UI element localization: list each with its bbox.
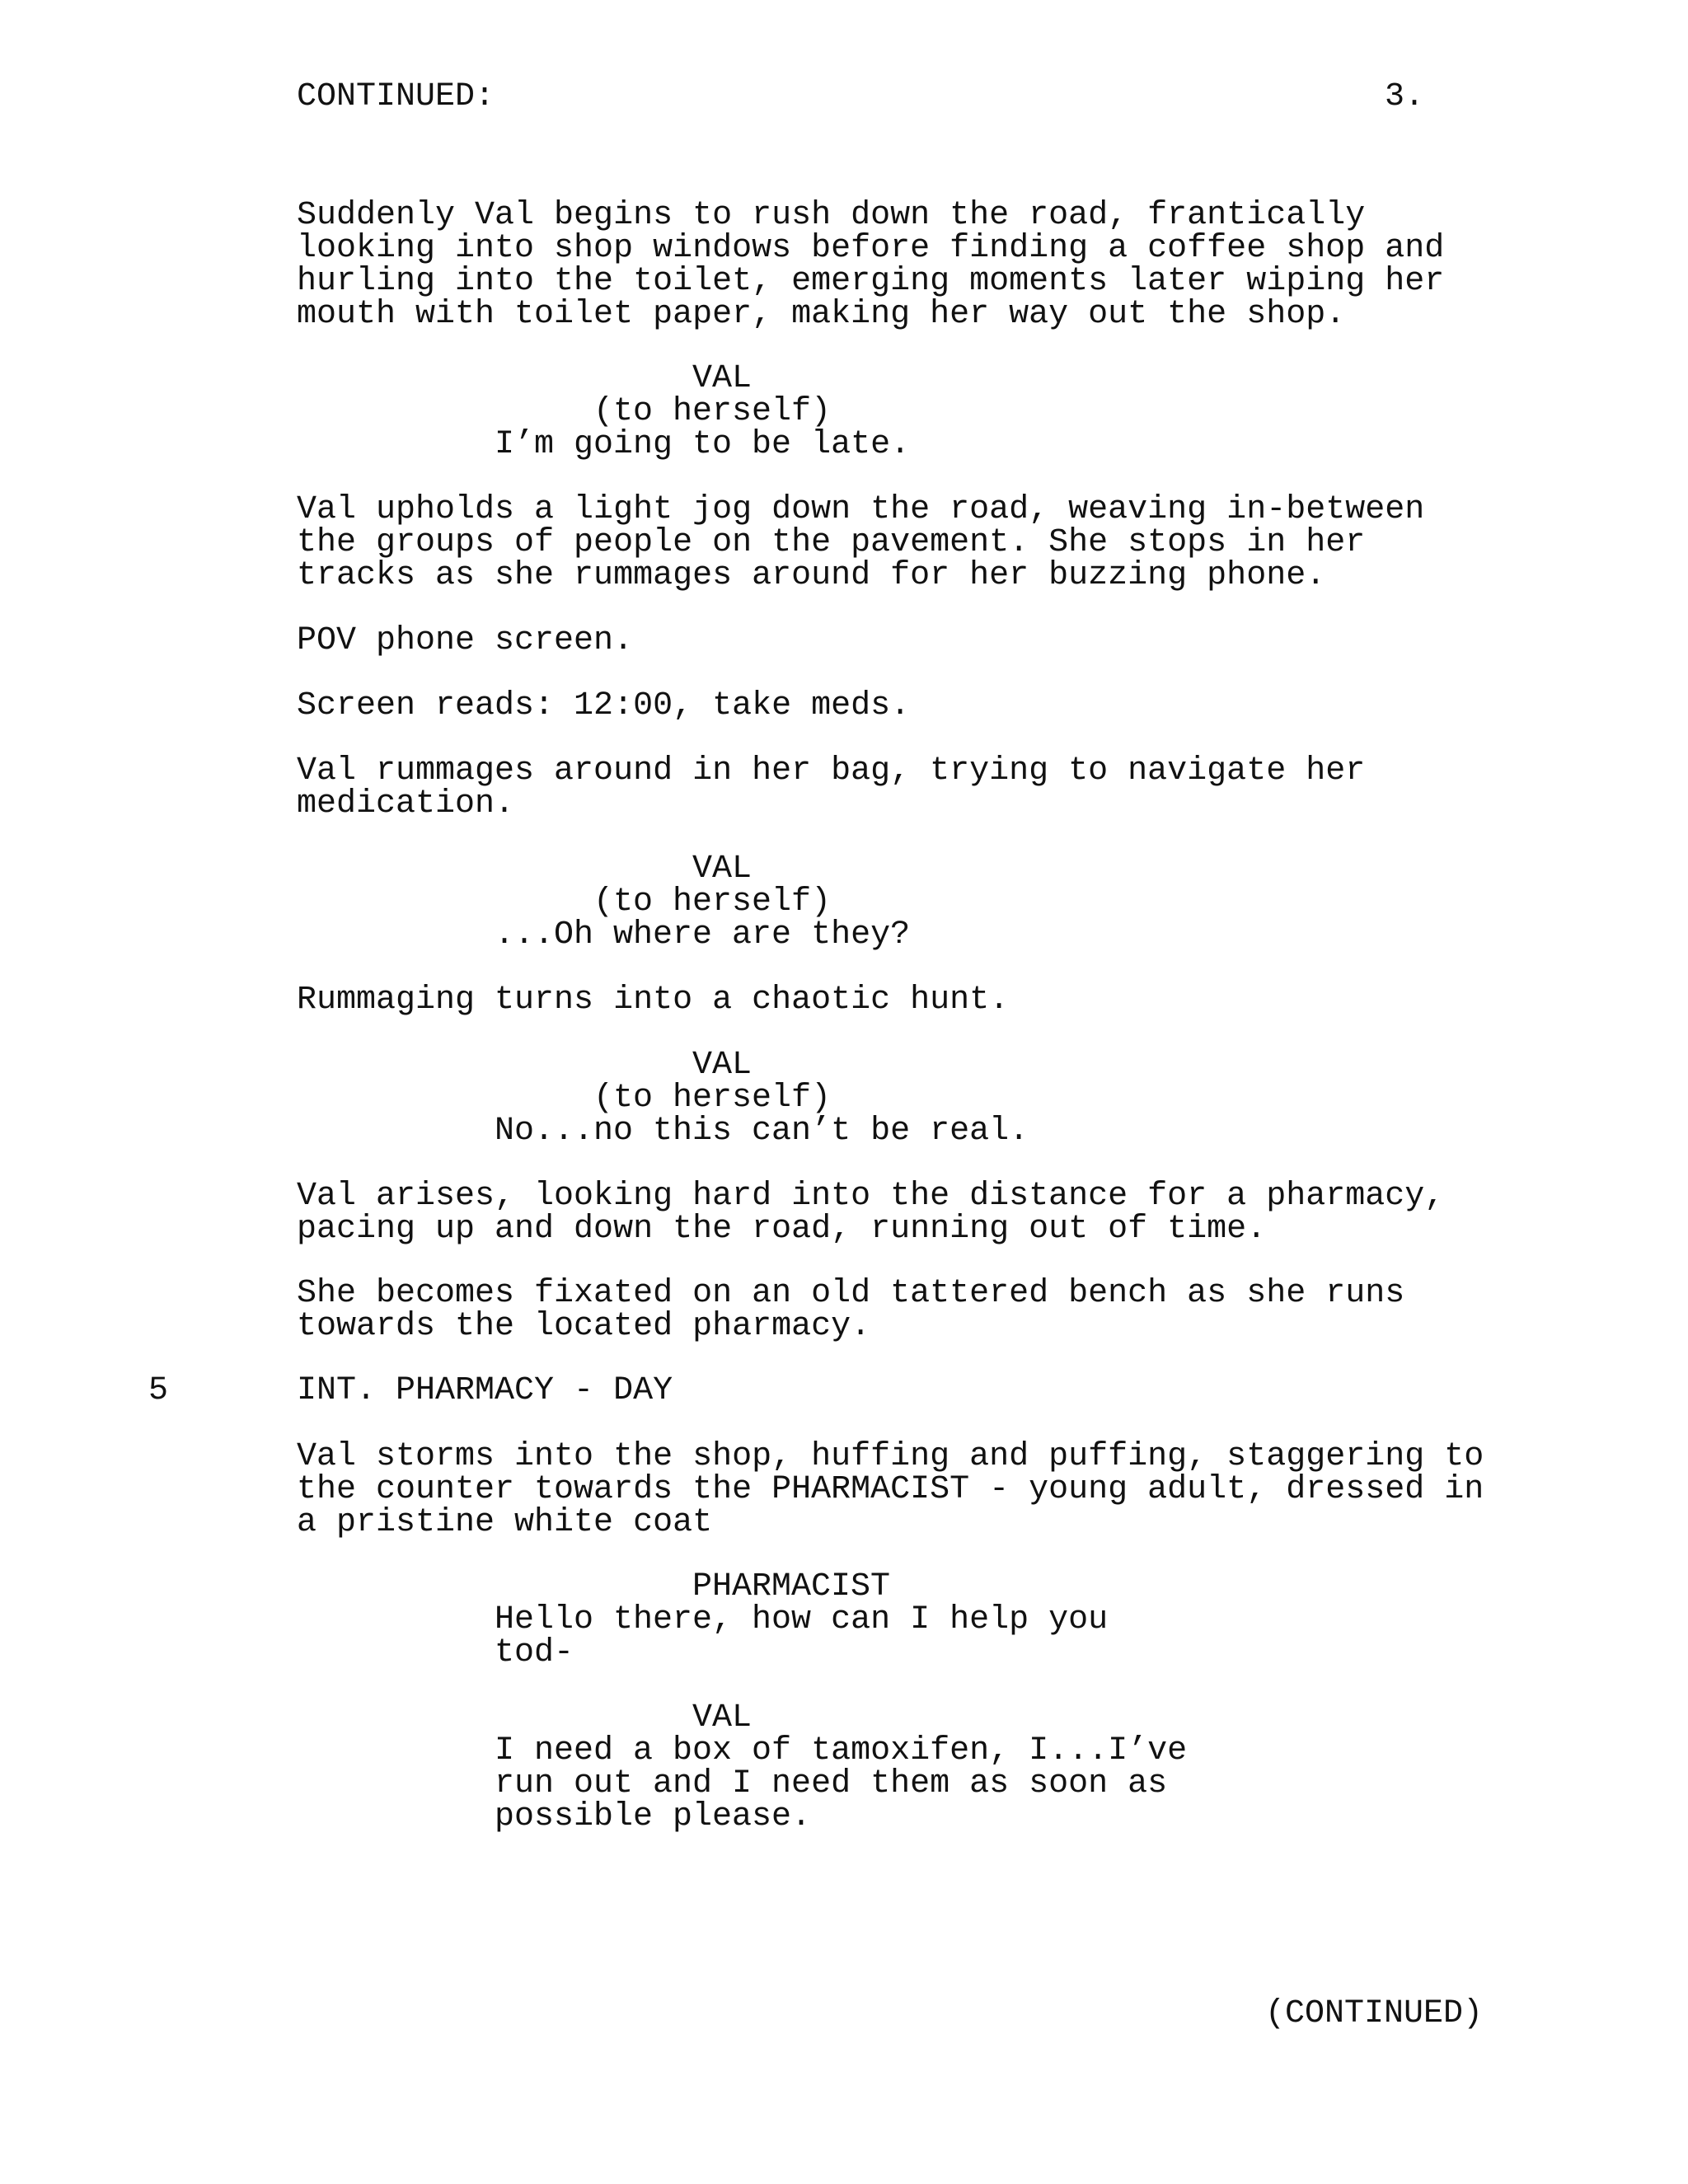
action-block: [297, 622, 1492, 659]
dialogue-line: ...Oh where are they?: [495, 916, 911, 954]
dialogue: [495, 1115, 1203, 1148]
action-line: Val upholds a light jog down the road, weaving in-between: [297, 491, 1425, 528]
action-line: the counter towards the PHARMACIST - young adult, dressed in: [297, 1471, 1484, 1508]
action-line: Suddenly Val begins to rush down the road, frantically: [297, 197, 1366, 234]
dialogue-line: run out and I need them as soon as: [495, 1765, 1168, 1802]
dialogue-line: possible please.: [495, 1798, 812, 1835]
action-block: [297, 1438, 1492, 1541]
action-block: [297, 687, 1492, 724]
action-line: towards the located pharmacy.: [297, 1308, 871, 1345]
action-block: [297, 491, 1492, 594]
action-line: Val arises, looking hard into the distance for a pharmacy,: [297, 1178, 1445, 1215]
action-line: pacing up and down the road, running out of time.: [297, 1211, 1267, 1248]
action-line: Rummaging turns into a chaotic hunt.: [297, 982, 1010, 1019]
dialogue: [495, 1601, 1203, 1671]
action-line: She becomes fixated on an old tattered bench as she runs: [297, 1275, 1405, 1312]
action-line: medication.: [297, 785, 515, 823]
action-line: Screen reads: 12:00, take meds.: [297, 687, 911, 724]
action-block: [297, 752, 1492, 823]
dialogue: [495, 426, 1203, 463]
action-block: [297, 1277, 1492, 1343]
action-line: Val rummages around in her bag, trying to navigate her: [297, 752, 1366, 790]
scene-number: 5: [148, 1372, 169, 1409]
parenthetical: (to herself): [593, 393, 832, 430]
action-line: hurling into the toilet, emerging moments later wiping her: [297, 263, 1445, 300]
action-line: Val storms into the shop, huffing and puffing, staggering to: [297, 1438, 1484, 1475]
action-line: POV phone screen.: [297, 622, 634, 659]
character-name: VAL: [692, 1047, 753, 1084]
action-line: tracks as she rummages around for her buzzing phone.: [297, 557, 1326, 594]
continued-header: CONTINUED:: [297, 78, 495, 115]
dialogue-line: No...no this can’t be real.: [495, 1113, 1029, 1150]
parenthetical: (to herself): [593, 1080, 832, 1117]
action-line: looking into shop windows before finding a coffee shop and: [297, 230, 1445, 267]
action-line: the groups of people on the pavement. She stops in her: [297, 524, 1366, 561]
character-name: VAL: [692, 1699, 753, 1736]
action-line: mouth with toilet paper, making her way out the shop.: [297, 296, 1346, 333]
character-name: VAL: [692, 851, 753, 888]
action-line: a pristine white coat: [297, 1504, 713, 1541]
dialogue-line: tod-: [495, 1634, 574, 1671]
action-block: [297, 1180, 1492, 1246]
scene-heading: INT. PHARMACY - DAY: [297, 1372, 673, 1409]
dialogue-line: Hello there, how can I help you: [495, 1601, 1109, 1638]
continued-footer: (CONTINUED): [1265, 1995, 1484, 2032]
action-block: [297, 984, 1492, 1017]
dialogue-line: I’m going to be late.: [495, 426, 911, 463]
dialogue: [495, 916, 1203, 954]
parenthetical: (to herself): [593, 883, 832, 921]
page-number: 3.: [1385, 78, 1425, 115]
dialogue: [495, 1732, 1203, 1835]
action-block: [297, 199, 1492, 331]
character-name: PHARMACIST: [692, 1568, 891, 1605]
dialogue-line: I need a box of tamoxifen, I...I’ve: [495, 1732, 1188, 1769]
character-name: VAL: [692, 360, 753, 397]
